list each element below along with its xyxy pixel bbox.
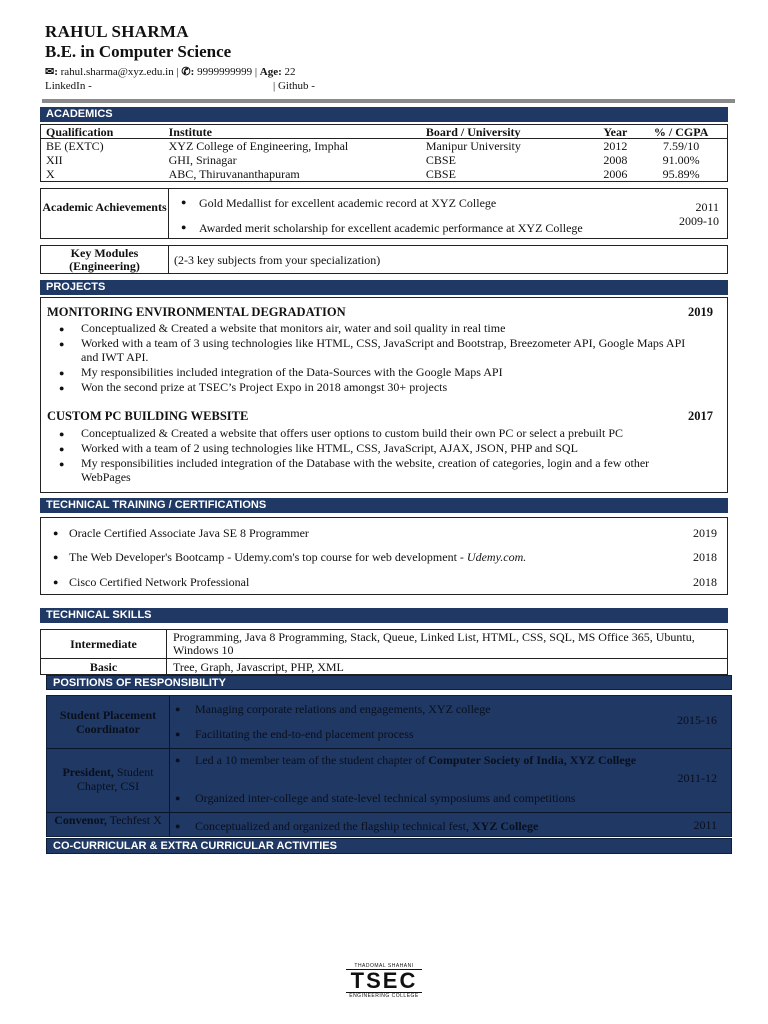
role-title: Student Placement Coordinator [59, 708, 157, 736]
cert-source: Udemy.com. [466, 550, 527, 564]
section-positions: POSITIONS OF RESPONSIBILITY [46, 675, 732, 690]
table-row [41, 167, 727, 181]
skill-level: Basic [41, 659, 167, 675]
academics-table [40, 124, 728, 182]
table-cell: CBSE [425, 153, 456, 167]
table-cell: XII [46, 153, 63, 167]
phone: 9999999999 [197, 66, 253, 78]
role-title: President, [62, 765, 114, 779]
achievement-year: 2011 [695, 200, 719, 214]
role-label [47, 813, 169, 827]
role-label [47, 708, 169, 736]
header-cell: Board / University [425, 125, 521, 139]
table-row [41, 659, 727, 675]
table-cell: CBSE [425, 167, 456, 181]
list-item: ● Facilitating the end-to-end placement process [195, 726, 665, 743]
list-item: ● Cisco Certified Network Professional [69, 575, 249, 590]
section-projects: PROJECTS [40, 280, 728, 295]
table-cell: Manipur University [425, 139, 521, 153]
achievements-label: Academic Achievements [41, 189, 169, 238]
list-item: ● Worked with a team of 2 using technologies like HTML, CSS, JavaScript, AJAX, JSON, PHP and SQL [81, 441, 701, 455]
table-cell: 91.00% [662, 153, 700, 167]
linkedin-link[interactable]: LinkedIn - [45, 80, 92, 92]
projects-box [40, 297, 728, 493]
role-label [47, 765, 169, 793]
list-item [69, 550, 526, 565]
header-cell: Institute [168, 125, 212, 139]
skill-value: Programming, Java 8 Programming, Stack, Queue, Linked List, HTML, CSS, SQL, MS Office 365, Ubuntu, Windows 10 [173, 630, 695, 657]
table-cell: XYZ College of Engineering, Imphal [168, 139, 349, 153]
table-row [41, 630, 727, 659]
section-training: TECHNICAL TRAINING / CERTIFICATIONS [40, 498, 728, 513]
project-title: MONITORING ENVIRONMENTAL DEGRADATION [47, 305, 346, 319]
item-bold: Computer Society of India, XYZ College [428, 753, 637, 767]
age: 22 [284, 66, 296, 78]
modules-label: Key Modules (Engineering) [41, 246, 169, 273]
logo-top-text: THADOMAL SHAHANI [346, 963, 422, 970]
section-academics: ACADEMICS [40, 107, 728, 122]
age-label: Age: [259, 66, 282, 78]
item-bold: XYZ College [472, 819, 539, 833]
list-item [195, 818, 665, 835]
candidate-name: RAHUL SHARMA [45, 22, 189, 41]
academic-achievements [40, 188, 728, 239]
project-year: 2017 [688, 409, 713, 423]
list-item: ● Managing corporate relations and engagements, XYZ college [195, 701, 665, 718]
project-year: 2019 [688, 305, 713, 319]
section-skills: TECHNICAL SKILLS [40, 608, 728, 623]
role-detail: Techfest X [106, 813, 162, 827]
item-text: Conceptualized and organized the flagship technical fest, [195, 819, 473, 833]
list-item: ● Conceptualized & Created a website that offers user options to custom build their own PC or select a prebuilt PC [81, 426, 701, 440]
certifications-box [40, 517, 728, 595]
project-title: CUSTOM PC BUILDING WEBSITE [47, 409, 249, 423]
profile-links [45, 80, 365, 92]
modules-value: (2-3 key subjects from your specialization) [174, 253, 381, 267]
college-logo [346, 963, 422, 1003]
table-row [41, 139, 727, 153]
phone-icon: ✆: [181, 66, 195, 78]
table-header [41, 125, 727, 139]
list-item: ● My responsibilities included integration of the Database with the website, creation of categories, login and a few other WebPages [81, 456, 701, 484]
candidate-degree: B.E. in Computer Science [45, 42, 232, 61]
list-item: ● Won the second prize at TSEC’s Project Expo in 2018 amongst 30+ projects [81, 380, 701, 394]
role-detail: Student Chapter, CSI [76, 765, 154, 793]
table-cell: X [46, 167, 55, 181]
achievement-year: 2009-10 [679, 214, 719, 228]
logo-main-text: TSEC [350, 968, 418, 993]
github-link[interactable]: | Github - [273, 80, 315, 92]
table-cell: 2012 [603, 139, 628, 153]
key-modules [40, 245, 728, 274]
list-item: ● Conceptualized & Created a website that monitors air, water and soil quality in real time [81, 321, 701, 335]
divider [169, 696, 170, 836]
email[interactable]: rahul.sharma@xyz.edu.in [60, 66, 174, 78]
list-item: ● Worked with a team of 3 using technologies like HTML, CSS, JavaScript and Bootstrap, Breezometer API, Google Maps API and IWT API. [81, 336, 701, 364]
table-cell: BE (EXTC) [46, 139, 104, 153]
table-cell: GHI, Srinagar [168, 153, 237, 167]
list-item: ● Organized inter-college and state-level technical symposiums and competitions [195, 790, 665, 807]
cert-year: 2019 [693, 526, 717, 540]
list-item: ● Oracle Certified Associate Java SE 8 Programmer [69, 526, 309, 541]
list-item: ● My responsibilities included integration of the Data-Sources with the Google Maps API [81, 365, 701, 379]
role-title: Convenor, [54, 813, 107, 827]
table-cell: 7.59/10 [662, 139, 700, 153]
table-cell: ABC, Thiruvananthapuram [168, 167, 300, 181]
cert-year: 2018 [693, 575, 717, 589]
list-item: ● Awarded merit scholarship for excellent academic performance at XYZ College [199, 221, 583, 236]
contact-line: ✉: rahul.sharma@xyz.edu.in | ✆: 9999999999 | Age: 22 [45, 66, 296, 78]
divider [47, 748, 731, 749]
item-text: Led a 10 member team of the student chapter of [195, 753, 429, 767]
table-row [41, 153, 727, 167]
logo-bottom-text: ENGINEERING COLLEGE [346, 992, 422, 999]
header-cell: % / CGPA [653, 125, 709, 139]
table-cell: 2006 [603, 167, 628, 181]
skill-level: Intermediate [41, 630, 167, 658]
table-cell: 95.89% [662, 167, 700, 181]
section-cocurricular: CO-CURRICULAR & EXTRA CURRICULAR ACTIVITIES [46, 838, 732, 854]
header-divider [42, 99, 735, 103]
header-cell: Year [603, 125, 628, 139]
cert-year: 2018 [693, 550, 717, 564]
skills-table [40, 629, 728, 675]
skill-value: Tree, Graph, Javascript, PHP, XML [173, 660, 344, 674]
header-cell: Qualification [46, 125, 114, 139]
role-year: 2011-12 [677, 771, 717, 785]
email-icon: ✉: [45, 66, 58, 78]
cert-text: The Web Developer's Bootcamp - Udemy.com's top course for web development - [69, 550, 467, 564]
list-item: ● Gold Medallist for excellent academic record at XYZ College [199, 196, 496, 211]
table-cell: 2008 [603, 153, 628, 167]
role-year: 2011 [693, 818, 717, 832]
positions-box [46, 695, 732, 837]
role-year: 2015-16 [677, 713, 717, 727]
list-item [195, 752, 665, 769]
